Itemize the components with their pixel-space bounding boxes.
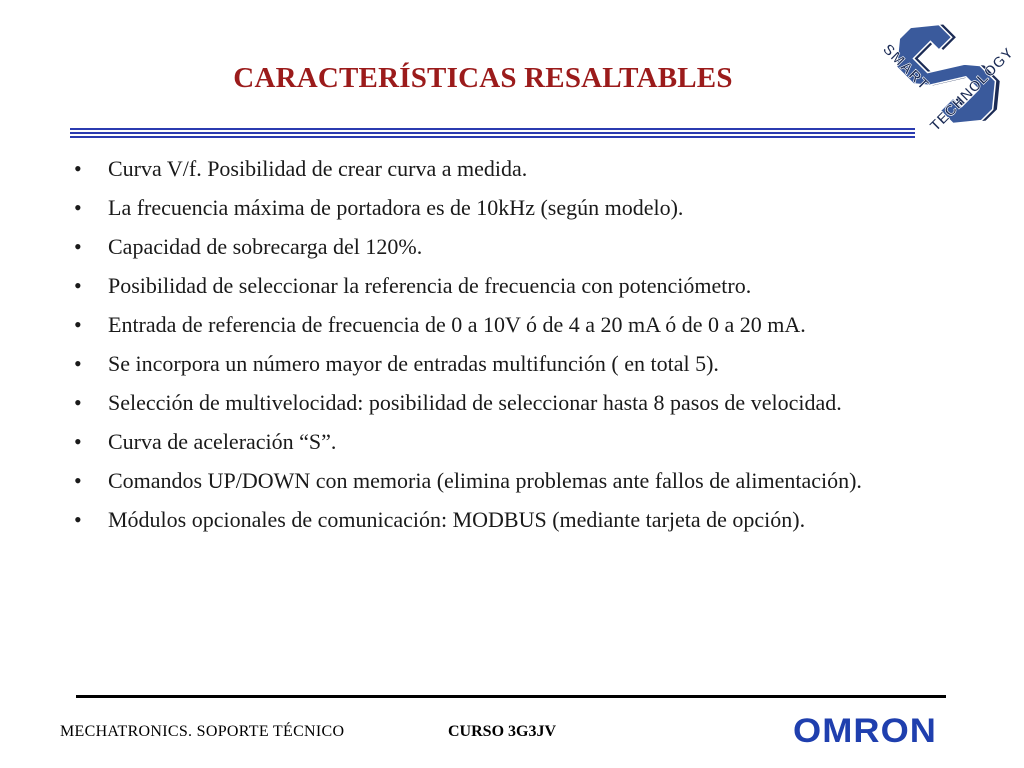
list-item-text: La frecuencia máxima de portadora es de 10kHz (según modelo). — [108, 195, 684, 220]
feature-list — [66, 152, 954, 542]
list-item — [66, 152, 954, 185]
footer-course: CURSO 3G3JV — [448, 723, 557, 740]
omron-logo — [790, 712, 940, 748]
list-item — [66, 308, 954, 341]
logo-word-technology: TECHNOLOGY — [926, 44, 1018, 135]
list-item — [66, 347, 954, 380]
bullet-dot: • — [74, 156, 82, 181]
slide-title: CARACTERÍSTICAS RESALTABLES — [233, 62, 733, 94]
list-item — [66, 464, 954, 497]
title-divider — [70, 128, 915, 138]
list-item-text: Entrada de referencia de frecuencia de 0 a 10V ó de 4 a 20 mA ó de 0 a 20 mA. — [108, 312, 806, 337]
bullet-dot: • — [74, 234, 82, 259]
bullet-dot: • — [74, 507, 82, 532]
list-item — [66, 191, 954, 224]
list-item-text: Comandos UP/DOWN con memoria (elimina problemas ante fallos de alimentación). — [108, 468, 862, 493]
logo-word-smart: SMART — [879, 40, 933, 95]
bullet-dot: • — [74, 468, 82, 493]
list-item-text: Curva de aceleración “S”. — [108, 429, 337, 454]
bullet-dot: • — [74, 312, 82, 337]
omron-wordmark: OMRON — [793, 712, 937, 748]
list-item-text: Curva V/f. Posibilidad de crear curva a medida. — [108, 156, 528, 181]
footer-divider — [76, 695, 946, 698]
list-item — [66, 386, 954, 419]
list-item — [66, 425, 954, 458]
list-item-text: Selección de multivelocidad: posibilidad de seleccionar hasta 8 pasos de velocidad. — [108, 390, 842, 415]
list-item — [66, 230, 954, 263]
bullet-dot: • — [74, 429, 82, 454]
bullet-dot: • — [74, 195, 82, 220]
list-item-text: Módulos opcionales de comunicación: MODBUS (mediante tarjeta de opción). — [108, 507, 806, 532]
bullet-dot: • — [74, 390, 82, 415]
footer-department: MECHATRONICS. SOPORTE TÉCNICO — [60, 723, 345, 740]
list-item-text: Se incorpora un número mayor de entradas multifunción ( en total 5). — [108, 351, 719, 376]
bullet-dot: • — [74, 273, 82, 298]
list-item — [66, 503, 954, 536]
list-item — [66, 269, 954, 302]
smart-technology-logo — [868, 6, 1018, 146]
bullet-dot: • — [74, 351, 82, 376]
list-item-text: Posibilidad de seleccionar la referencia de frecuencia con potenciómetro. — [108, 273, 752, 298]
list-item-text: Capacidad de sobrecarga del 120%. — [108, 234, 423, 259]
